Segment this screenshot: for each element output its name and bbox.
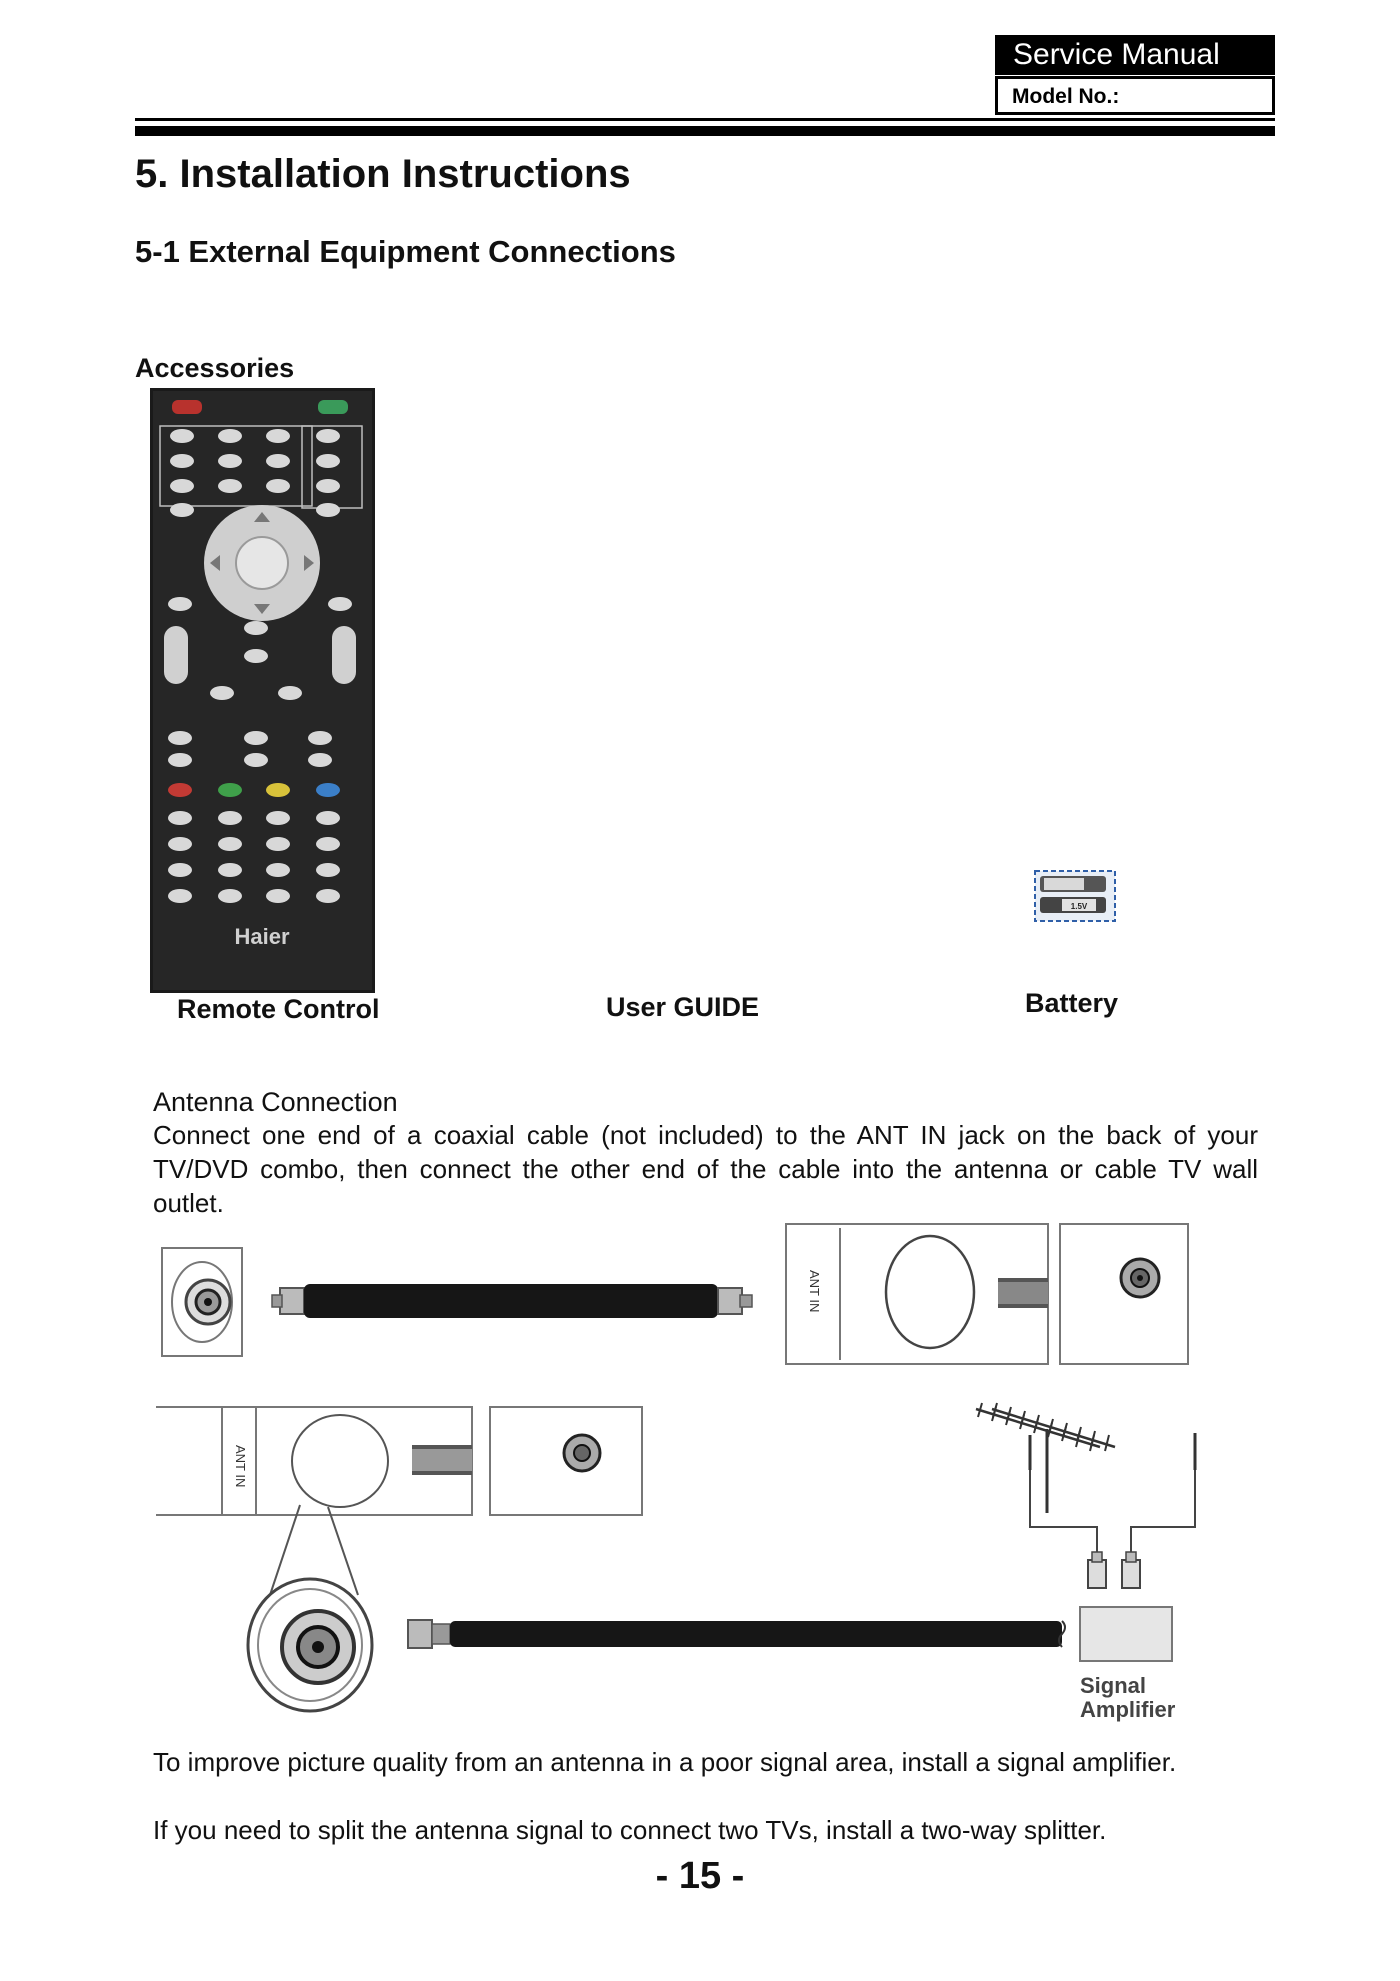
antenna-connection-body: Connect one end of a coaxial cable (not included) to the ANT IN jack on the back of your TV/DVD combo, then connect the other end of the cable into the antenna or cable TV wall outlet. xyxy=(153,1120,1258,1218)
service-manual-label: Service Manual xyxy=(995,35,1275,75)
section-title: 5. Installation Instructions xyxy=(135,152,631,196)
amplifier-tip: To improve picture quality from an antenna in a poor signal area, install a signal amplifier. xyxy=(153,1747,1177,1777)
model-number-label: Model No.: xyxy=(995,76,1275,115)
splitter-tip: If you need to split the antenna signal to connect two TVs, install a two-way splitter. xyxy=(153,1815,1107,1845)
user-guide-caption: User GUIDE xyxy=(606,992,760,1022)
section-subtitle: 5-1 External Equipment Connections xyxy=(135,234,676,269)
header-rule-thick xyxy=(135,126,1275,136)
ant-in-label-top: ANT IN xyxy=(807,1270,822,1313)
signal-amplifier-label-line1: Signal xyxy=(1080,1673,1147,1698)
ant-in-label-bottom: ANT IN xyxy=(233,1445,248,1488)
remote-control-icon xyxy=(150,388,375,993)
remote-brand-logo: Haier xyxy=(234,924,290,949)
battery-caption: Battery xyxy=(1025,988,1119,1018)
accessories-heading: Accessories xyxy=(135,353,295,383)
page-number: - 15 - xyxy=(655,1855,745,1897)
antenna-2-icon xyxy=(985,1395,1135,1525)
antenna-connection-title: Antenna Connection xyxy=(153,1087,398,1117)
signal-amplifier-label-line2: Amplifier xyxy=(1080,1697,1176,1722)
header-rule-thin xyxy=(135,118,1275,121)
battery-icon xyxy=(1034,870,1116,922)
battery-voltage-label: 1.5V xyxy=(1070,902,1088,911)
antenna-cable-diagram xyxy=(150,1220,1190,1370)
remote-control-caption: Remote Control xyxy=(177,994,380,1024)
